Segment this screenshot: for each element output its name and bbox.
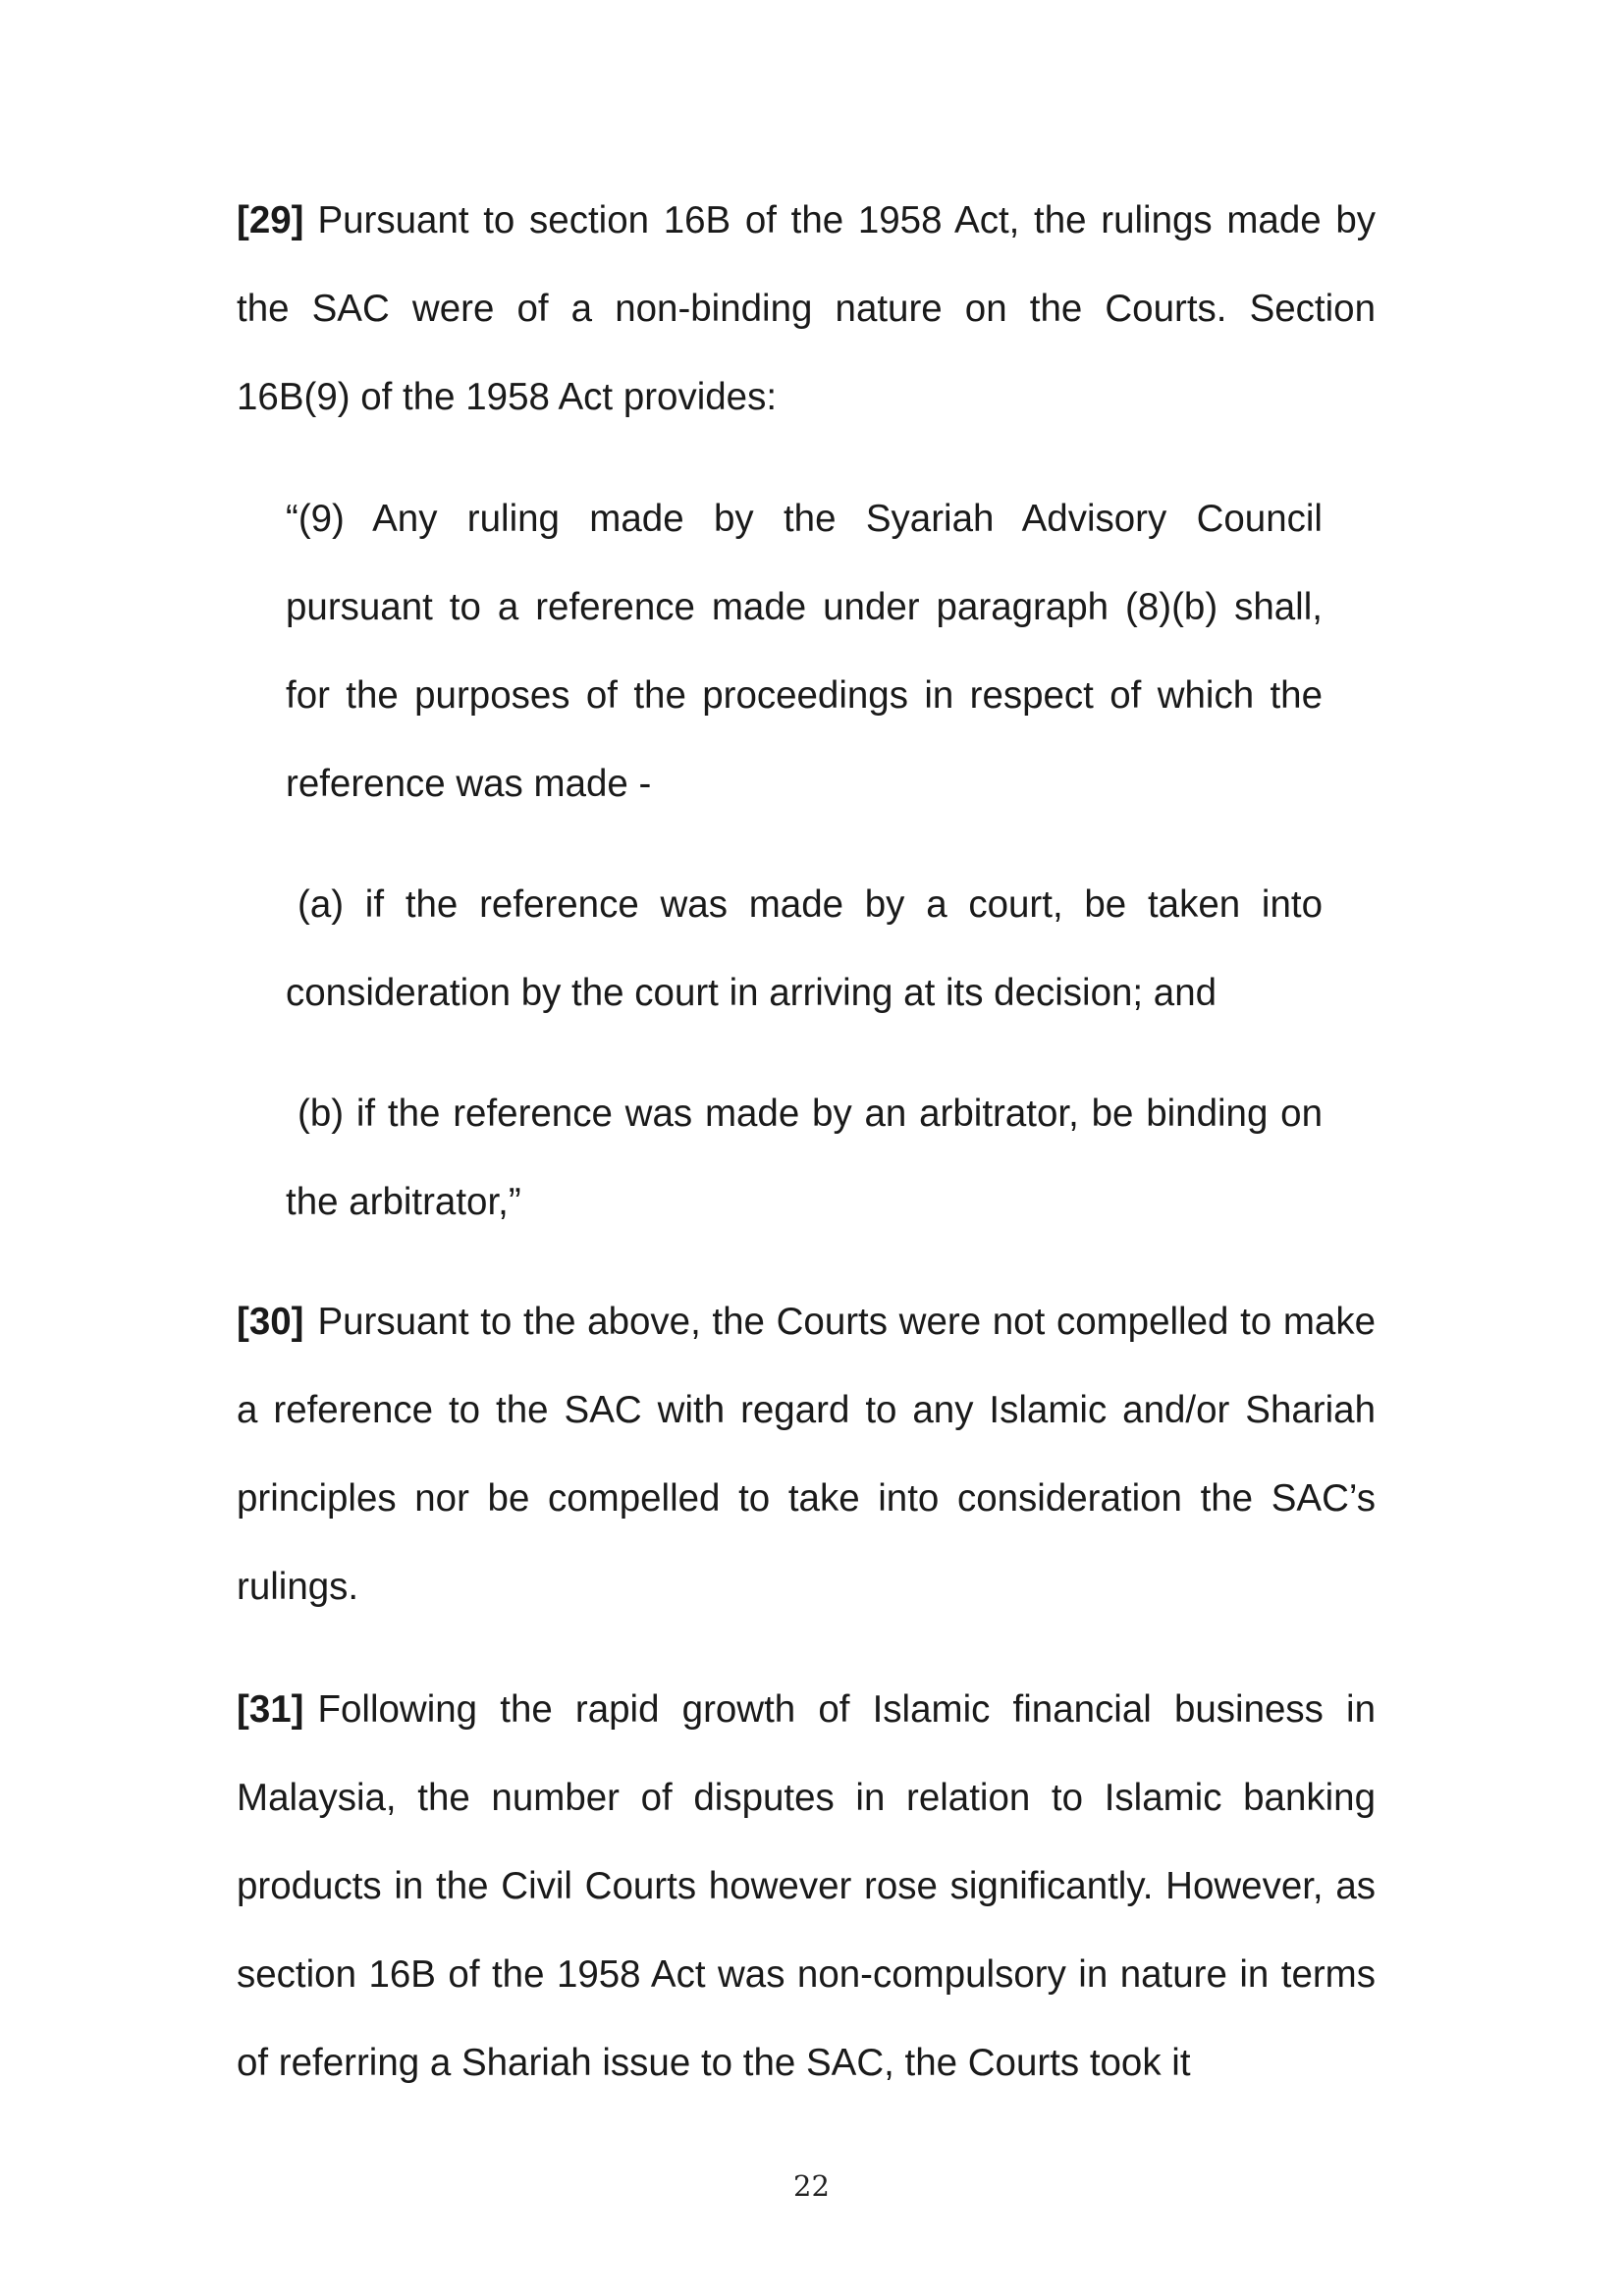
paragraph-number: [31]	[237, 1688, 304, 1731]
quote-item-a-text: (a) if the reference was made by a court, be taken into consideration by the court in arriving at its decision; and	[286, 883, 1323, 1014]
paragraph-text: Pursuant to section 16B of the 1958 Act, the rulings made by the SAC were of a non-binding nature on the Courts. Section 16B(9) of the 1958 Act provides:	[237, 199, 1376, 418]
paragraph-31	[237, 1666, 1376, 2108]
page-number: 22	[793, 2169, 830, 2203]
paragraph-number: [29]	[237, 199, 304, 241]
paragraph-30	[237, 1278, 1376, 1631]
paragraph-text: Pursuant to the above, the Courts were not compelled to make a reference to the SAC with regard to any Islamic and/or Shariah principles nor be compelled to take into consideration the SAC’s rulings.	[237, 1301, 1376, 1608]
paragraph-29	[237, 177, 1376, 442]
paragraph-number: [30]	[237, 1301, 304, 1343]
quoted-subsection-9	[286, 475, 1323, 828]
quote-item-b-text: (b) if the reference was made by an arbitrator, be binding on the arbitrator,”	[286, 1093, 1323, 1223]
paragraph-text: Following the rapid growth of Islamic financial business in Malaysia, the number of disputes in relation to Islamic banking products in the Civil Courts however rose significantly. However, as section 16B of the 1958 Act was non-compulsory in nature in terms of referring a Shariah issue to the SAC, the Courts took it	[237, 1688, 1376, 2084]
quoted-item-b	[286, 1070, 1323, 1247]
quote-intro-text: “(9) Any ruling made by the Syariah Advisory Council pursuant to a reference made under paragraph (8)(b) shall, for the purposes of the proceedings in respect of which the reference was made -	[286, 498, 1323, 805]
quoted-item-a	[286, 861, 1323, 1038]
